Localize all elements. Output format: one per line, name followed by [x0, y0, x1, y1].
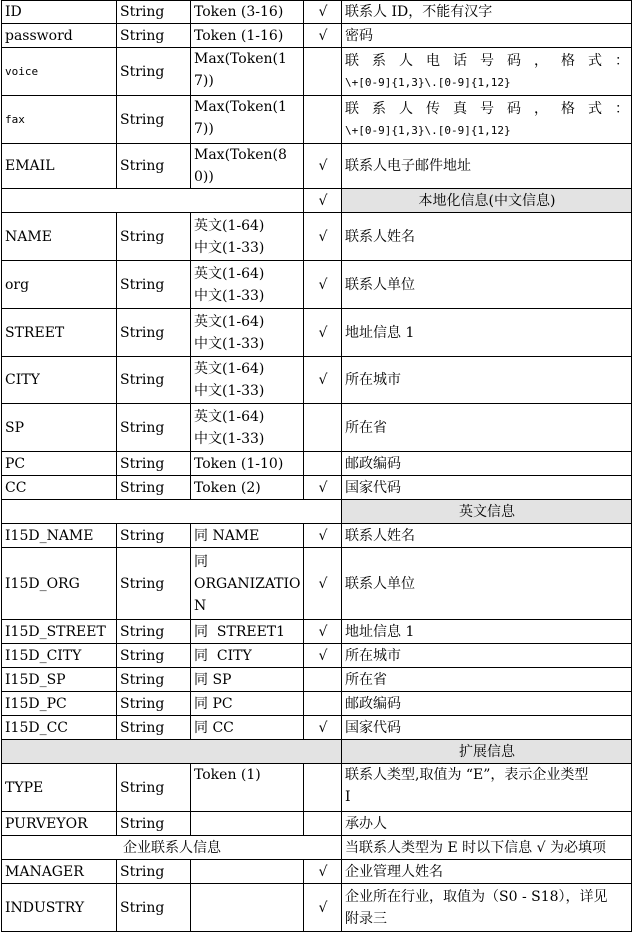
field-format: 英文(1-64) 中文(1-33) [191, 213, 304, 261]
field-description: 企业所在行业，取值为（S0 - S18），详见 附录三 [342, 884, 632, 932]
field-description: 邮政编码 [342, 692, 632, 716]
required-mark: √ [304, 716, 342, 740]
required-mark [304, 96, 342, 144]
field-type: String [117, 764, 191, 812]
field-type: String [117, 812, 191, 836]
table-row [2, 548, 632, 620]
table-row [2, 524, 632, 548]
field-name: STREET [2, 309, 117, 357]
field-name: fax [2, 96, 117, 144]
field-type: String [117, 309, 191, 357]
table-row [2, 476, 632, 500]
description-line: 联 系 人 传 真 号 码 ， 格 式 ： [345, 100, 629, 117]
field-description: 地址信息 1 [342, 309, 632, 357]
table-row [2, 1, 632, 24]
required-mark: √ [304, 144, 342, 189]
field-name: password [2, 24, 117, 48]
field-description: 地址信息 1 [342, 620, 632, 644]
field-format: 英文(1-64) 中文(1-33) [191, 309, 304, 357]
required-mark: √ [304, 213, 342, 261]
field-format: 同 NAME [191, 524, 304, 548]
section-note: 当联系人类型为 E 时以下信息 √ 为必填项 [342, 836, 632, 860]
field-name: CC [2, 476, 117, 500]
field-name: I15D_SP [2, 668, 117, 692]
field-name: TYPE [2, 764, 117, 812]
field-name: MANAGER [2, 860, 117, 884]
field-format: 英文(1-64) 中文(1-33) [191, 261, 304, 309]
field-description: 联系人 ID，不能有汉字 [342, 1, 632, 24]
table-row [2, 692, 632, 716]
section-title: 本地化信息(中文信息) [342, 189, 632, 213]
section-header-enterprise [2, 836, 632, 860]
field-type: String [117, 548, 191, 620]
section-title: 英文信息 [342, 500, 632, 524]
field-name: CITY [2, 357, 117, 404]
field-name: I15D_CC [2, 716, 117, 740]
table-row [2, 24, 632, 48]
required-mark: √ [304, 524, 342, 548]
field-description: 所在省 [342, 668, 632, 692]
field-name: NAME [2, 213, 117, 261]
field-format: Max(Token(17)) [191, 48, 304, 96]
table-row [2, 357, 632, 404]
table-row [2, 96, 632, 144]
field-format: 同 ORGANIZATIO N [191, 548, 304, 620]
field-name: org [2, 261, 117, 309]
field-name: EMAIL [2, 144, 117, 189]
field-format [191, 860, 304, 884]
field-type: String [117, 668, 191, 692]
required-mark: √ [304, 476, 342, 500]
table-row [2, 48, 632, 96]
section-header-local [2, 189, 632, 213]
field-format [191, 812, 304, 836]
field-type: String [117, 476, 191, 500]
required-mark [304, 48, 342, 96]
table-row [2, 261, 632, 309]
field-description [342, 48, 632, 96]
fax-format: \+[0-9]{1,3}\.[0-9]{1,12} [345, 123, 511, 137]
field-type: String [117, 692, 191, 716]
field-format: Token (1-16) [191, 24, 304, 48]
required-mark [304, 452, 342, 476]
field-name: I15D_PC [2, 692, 117, 716]
field-type: String [117, 860, 191, 884]
phone-format: \+[0-9]{1,3}\.[0-9]{1,12} [345, 75, 511, 89]
field-format: Max(Token(17)) [191, 96, 304, 144]
field-type: String [117, 96, 191, 144]
field-format [191, 884, 304, 932]
field-name: voice [2, 48, 117, 96]
field-name: INDUSTRY [2, 884, 117, 932]
field-name: I15D_CITY [2, 644, 117, 668]
field-type: String [117, 620, 191, 644]
required-mark [304, 812, 342, 836]
section-header-extension [2, 740, 632, 764]
table-row [2, 860, 632, 884]
field-description: 联系人单位 [342, 548, 632, 620]
required-mark: √ [304, 644, 342, 668]
table-row [2, 144, 632, 189]
field-name: ID [2, 1, 117, 24]
section-title: 企业联系人信息 [2, 836, 342, 860]
field-format: 同 SP [191, 668, 304, 692]
field-description: 承办人 [342, 812, 632, 836]
required-mark [304, 764, 342, 812]
required-mark: √ [304, 189, 342, 213]
field-description: 联系人电子邮件地址 [342, 144, 632, 189]
required-mark: √ [304, 620, 342, 644]
required-mark: √ [304, 357, 342, 404]
field-type: String [117, 213, 191, 261]
field-description: 密码 [342, 24, 632, 48]
field-type: String [117, 48, 191, 96]
field-format: Token (2) [191, 476, 304, 500]
required-mark: √ [304, 548, 342, 620]
section-title: 扩展信息 [342, 740, 632, 764]
field-description: 联系人姓名 [342, 524, 632, 548]
required-mark [304, 692, 342, 716]
table-row [2, 668, 632, 692]
field-format: Token (3-16) [191, 1, 304, 24]
table-row [2, 404, 632, 452]
field-description: 联系人姓名 [342, 213, 632, 261]
required-mark: √ [304, 309, 342, 357]
field-name: PURVEYOR [2, 812, 117, 836]
field-name: PC [2, 452, 117, 476]
required-mark: √ [304, 860, 342, 884]
field-description [342, 96, 632, 144]
field-format: 英文(1-64) 中文(1-33) [191, 404, 304, 452]
field-description: 国家代码 [342, 716, 632, 740]
field-description: 所在省 [342, 404, 632, 452]
field-name: I15D_ORG [2, 548, 117, 620]
field-type: String [117, 357, 191, 404]
field-format: 同 CC [191, 716, 304, 740]
field-format: 同 PC [191, 692, 304, 716]
required-mark: √ [304, 884, 342, 932]
field-type: String [117, 144, 191, 189]
field-format: 英文(1-64) 中文(1-33) [191, 357, 304, 404]
field-type: String [117, 261, 191, 309]
field-type: String [117, 24, 191, 48]
field-type: String [117, 1, 191, 24]
required-mark [304, 404, 342, 452]
field-format: 同 CITY [191, 644, 304, 668]
field-type: String [117, 404, 191, 452]
field-name: I15D_NAME [2, 524, 117, 548]
field-name: SP [2, 404, 117, 452]
field-type: String [117, 524, 191, 548]
field-description: 所在城市 [342, 644, 632, 668]
section-header-english [2, 500, 632, 524]
table-row [2, 764, 632, 812]
field-name: I15D_STREET [2, 620, 117, 644]
field-description: 国家代码 [342, 476, 632, 500]
required-mark: √ [304, 261, 342, 309]
table-row [2, 309, 632, 357]
table-row [2, 620, 632, 644]
required-mark: √ [304, 24, 342, 48]
field-format: 同 STREET1 [191, 620, 304, 644]
description-line: 联 系 人 电 话 号 码 ， 格 式 ： [345, 52, 629, 69]
table-row [2, 213, 632, 261]
field-type: String [117, 884, 191, 932]
field-description: 联系人单位 [342, 261, 632, 309]
field-type: String [117, 716, 191, 740]
field-type: String [117, 644, 191, 668]
field-description: 企业管理人姓名 [342, 860, 632, 884]
required-mark: √ [304, 1, 342, 24]
table-row [2, 812, 632, 836]
table-row [2, 452, 632, 476]
table-row [2, 884, 632, 932]
field-description: 所在城市 [342, 357, 632, 404]
field-description: 邮政编码 [342, 452, 632, 476]
field-format: Token (1-10) [191, 452, 304, 476]
field-spec-table [1, 0, 632, 932]
table-row [2, 716, 632, 740]
field-format: Token (1) [191, 764, 304, 812]
table-row [2, 644, 632, 668]
required-mark [304, 668, 342, 692]
field-description: 联系人类型,取值为 “E”，表示企业类型 I [342, 764, 632, 812]
field-format: Max(Token(80)) [191, 144, 304, 189]
field-type: String [117, 452, 191, 476]
